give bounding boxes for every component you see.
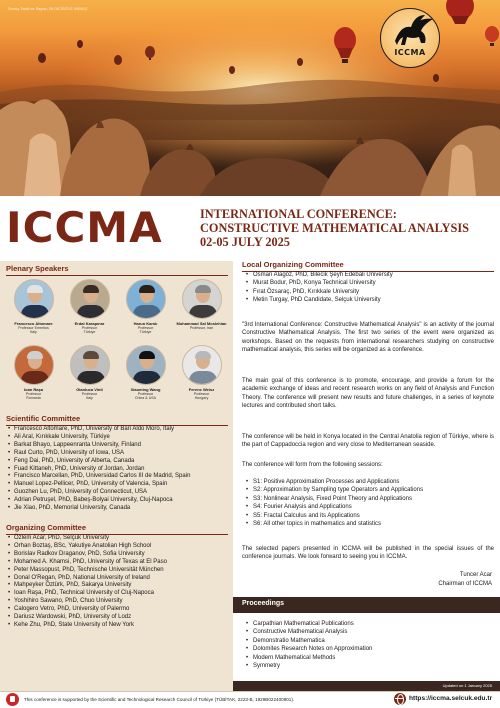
speaker-card bbox=[174, 279, 229, 330]
signature-name: Tuncer Acar bbox=[459, 572, 492, 578]
support-statement: This conference is supported by the Scientific and Technological Research Council of Türkiye (TÜBİTAK, 2223-B, 1929B022400901). bbox=[24, 697, 295, 702]
speaker-card bbox=[118, 345, 173, 401]
speaker-country: Italy bbox=[30, 330, 37, 335]
speaker-country: China & USA bbox=[134, 396, 157, 401]
speaker-name: Francesco Altomare bbox=[14, 321, 53, 326]
journal-item: • Modern Mathematical Methods bbox=[246, 654, 496, 662]
publication-paragraph: The selected papers presented in ICCMA will be published in the special issues of the conference journals. We look forward to seeing you in ICCMA. bbox=[242, 546, 494, 561]
journal-item: • Constructive Mathematical Analysis bbox=[246, 628, 496, 636]
list-item: • Peter Massopust, PhD, Technische Universität München bbox=[8, 567, 230, 575]
proceedings-heading: Proceedings bbox=[242, 600, 285, 607]
speaker-role: Professor bbox=[81, 326, 98, 330]
speaker-photo bbox=[70, 279, 110, 319]
journal-item: • Carpathian Mathematical Publications bbox=[246, 620, 496, 628]
list-item: • Mohamed A. Khamsi, PhD, University of Texas at El Paso bbox=[8, 559, 230, 567]
session-item: • S1: Positive Approximation Processes and Applications bbox=[246, 478, 496, 486]
speaker-country: Türkiye bbox=[139, 330, 152, 335]
list-item: • Fırat Özsaraç, PhD, Kırıkkale University bbox=[246, 288, 496, 296]
session-item: • S2: Approximation by Sampling type Operators and Applications bbox=[246, 486, 496, 494]
speaker-name: Ferenc Weisz bbox=[188, 387, 215, 392]
speaker-card bbox=[62, 279, 117, 335]
speaker-photo bbox=[126, 279, 166, 319]
speaker-role: Professor Emeritus bbox=[18, 326, 49, 330]
list-item: • Metin Turgay, PhD Candidate, Selçuk University bbox=[246, 296, 496, 304]
list-item: • Barkat Bhayo, Lappeenranta University, Finland bbox=[8, 442, 230, 450]
iccma-logo bbox=[380, 8, 440, 68]
updated-date: Updated on 1 January 2025 bbox=[442, 683, 492, 688]
journal-item: • Symmetry bbox=[246, 662, 496, 670]
list-item: • Francesco Altomare, PhD, University of Bari Aldo Moro, Italy bbox=[8, 426, 230, 434]
speaker-photo bbox=[14, 345, 54, 385]
list-item: • Francisco Marcellan, PhD, Universidad Carlos III de Madrid, Spain bbox=[8, 473, 230, 481]
conference-title-line2: CONSTRUCTIVE MATHEMATICAL ANALYSIS bbox=[200, 221, 469, 235]
hot-air-balloon-icon bbox=[77, 40, 83, 48]
speaker-country: Romania bbox=[26, 396, 41, 401]
journal-item: • Demonstratio Mathematica bbox=[246, 637, 496, 645]
updated-bar bbox=[233, 681, 500, 691]
hot-air-balloon-icon bbox=[433, 74, 439, 82]
list-item: • Osman Alagöz, PhD, Bilecik Şeyh Edebali University bbox=[246, 271, 496, 279]
speaker-card bbox=[6, 345, 61, 401]
signature-role: Chairman of ICCMA bbox=[438, 581, 492, 587]
session-item: • S6: All other topics in mathematics and statistics bbox=[246, 520, 496, 528]
organizing-committee-heading: Organizing Committee bbox=[6, 523, 228, 535]
hot-air-balloon-icon bbox=[229, 66, 235, 74]
list-item: • Yoshihiro Sawano, PhD, Chuo University bbox=[8, 598, 230, 606]
conference-dates: 02-05 JULY 2025 bbox=[200, 235, 290, 249]
speaker-photo bbox=[182, 279, 222, 319]
speaker-name: Xiaoming Wang bbox=[130, 387, 161, 392]
sessions-intro: The conference will form from the following sessions: bbox=[242, 462, 383, 468]
speaker-name: Gianluca Vinti bbox=[76, 387, 103, 392]
document-reference-note: Sonuç Tarih ve Sayısı: 09.08.2022-E.986912 bbox=[8, 6, 88, 11]
list-item: • Adrian Petruşel, PhD, Babeş-Bolyai University, Cluj-Napoca bbox=[8, 497, 230, 505]
speaker-photo bbox=[182, 345, 222, 385]
speaker-name: Mohammad Sal Moslehian bbox=[176, 321, 227, 326]
list-item: • Guozhen Lu, PhD, University of Connecticut, USA bbox=[8, 489, 230, 497]
speaker-card bbox=[174, 345, 229, 401]
session-item: • S4: Fourier Analysis and Applications bbox=[246, 503, 496, 511]
list-item: • Mahpeyker Öztürk, PhD, Sakarya University bbox=[8, 582, 230, 590]
scientific-committee-heading: Scientific Committee bbox=[6, 414, 228, 426]
speaker-card bbox=[118, 279, 173, 335]
speaker-name: Erdal Karapınar bbox=[74, 321, 105, 326]
speaker-role: Professor bbox=[137, 326, 154, 330]
speaker-photo bbox=[14, 279, 54, 319]
local-committee-heading: Local Organizing Committee bbox=[242, 260, 494, 272]
conference-acronym: ICCMA bbox=[6, 203, 163, 252]
proceedings-list bbox=[246, 620, 496, 670]
list-item: • Donal O'Regan, PhD, National University of Ireland bbox=[8, 575, 230, 583]
list-item: • Fuad Kittaneh, PhD, University of Jordan, Jordan bbox=[8, 466, 230, 474]
goal-paragraph: The main goal of this conference is to promote, encourage, and provide a forum for the academic exchange of ideas and recent research works on any field of Analysis and Function Theory. The conference will present new results and future challenges, in a series of keynote lectures and contributed short talks. bbox=[242, 378, 494, 410]
speaker-name: Ioan Raşa bbox=[24, 387, 43, 392]
session-item: • S3: Nonlinear Analysis, Fixed Point Theory and Applications bbox=[246, 495, 496, 503]
tubitak-logo bbox=[6, 693, 19, 706]
plenary-speakers-grid bbox=[4, 279, 230, 411]
scientific-committee-list bbox=[8, 426, 230, 513]
conference-title-line1: INTERNATIONAL CONFERENCE: bbox=[200, 207, 397, 221]
list-item: • Calogero Vetro, PhD, University of Palermo bbox=[8, 606, 230, 614]
hot-air-balloon-icon bbox=[38, 53, 46, 63]
list-item: • Ali Aral, Kırıkkale University, Türkiye bbox=[8, 434, 230, 442]
local-committee-list bbox=[246, 271, 496, 305]
list-item: • Kehe Zhu, PhD, State University of New York bbox=[8, 622, 230, 630]
list-item: • Feng Dai, PhD, University of Alberta, Canada bbox=[8, 458, 230, 466]
speaker-country: Türkiye bbox=[83, 330, 96, 335]
list-item: • Ioan Raşa, PhD, Technical University of Cluj-Napoca bbox=[8, 590, 230, 598]
speaker-photo bbox=[126, 345, 166, 385]
speaker-role: Professor bbox=[193, 392, 210, 396]
speaker-role: Professor bbox=[137, 392, 154, 396]
speaker-country: Hungary bbox=[194, 396, 209, 401]
list-item: • Özlem Acar, PhD, Selçuk University bbox=[8, 535, 230, 543]
journal-item: • Dolomites Research Notes on Approximation bbox=[246, 645, 496, 653]
speaker-role: Professor bbox=[25, 392, 42, 396]
hero-banner bbox=[0, 0, 500, 196]
list-item: • Borislav Radkov Draganov, PhD, Sofia University bbox=[8, 551, 230, 559]
plenary-speakers-heading: Plenary Speakers bbox=[6, 264, 228, 276]
speaker-card bbox=[62, 345, 117, 401]
speaker-country: Italy bbox=[86, 396, 93, 401]
website-link[interactable]: https://iccma.selcuk.edu.tr bbox=[409, 695, 493, 702]
list-item: • Raul Curto, PhD, University of Iowa, USA bbox=[8, 450, 230, 458]
list-item: • Manuel Lopez-Pellicer, PhD, University of Valencia, Spain bbox=[8, 481, 230, 489]
location-paragraph: The conference will be held in Konya located in the Central Anatolia region of Türkiye, where is the part of Cappadoccia region and very close to Mediterranean seaside. bbox=[242, 434, 494, 449]
session-item: • S5: Fractal Calculus and its Applications bbox=[246, 512, 496, 520]
organizing-committee-list bbox=[8, 535, 230, 630]
list-item: • Orhan Boztaş, BSc, Yakutiye Anatolian High School bbox=[8, 543, 230, 551]
speaker-name: Harun Karslı bbox=[133, 321, 158, 326]
hot-air-balloon-icon bbox=[114, 55, 122, 65]
sessions-list bbox=[246, 478, 496, 528]
conference-title bbox=[200, 207, 496, 249]
proceedings-header-bar bbox=[233, 597, 500, 613]
list-item: • Murat Bodur, PhD, Konya Technical University bbox=[246, 279, 496, 287]
logo-text: ICCMA bbox=[394, 48, 426, 57]
speaker-photo bbox=[70, 345, 110, 385]
speaker-role: Professor bbox=[81, 392, 98, 396]
hot-air-balloon-icon bbox=[297, 58, 303, 66]
speaker-role: Professor, Iran bbox=[189, 326, 214, 330]
speaker-card bbox=[6, 279, 61, 335]
intro-paragraph: "3rd International Conference: Constructive Mathematical Analysis" is an activity of the journal Constructive Mathematical Analysis. The first two series of the event were organized as workshops. Based on the requests from international researchers studying on constructive mathematical analysis, this series will be organized as a conference. bbox=[242, 322, 494, 354]
globe-icon bbox=[394, 693, 406, 705]
pegasus-icon bbox=[381, 11, 441, 51]
list-item: • Dariusz Wardowski, PhD, University of Lodz bbox=[8, 614, 230, 622]
list-item: • Jie Xiao, PhD, Memorial University, Canada bbox=[8, 505, 230, 513]
